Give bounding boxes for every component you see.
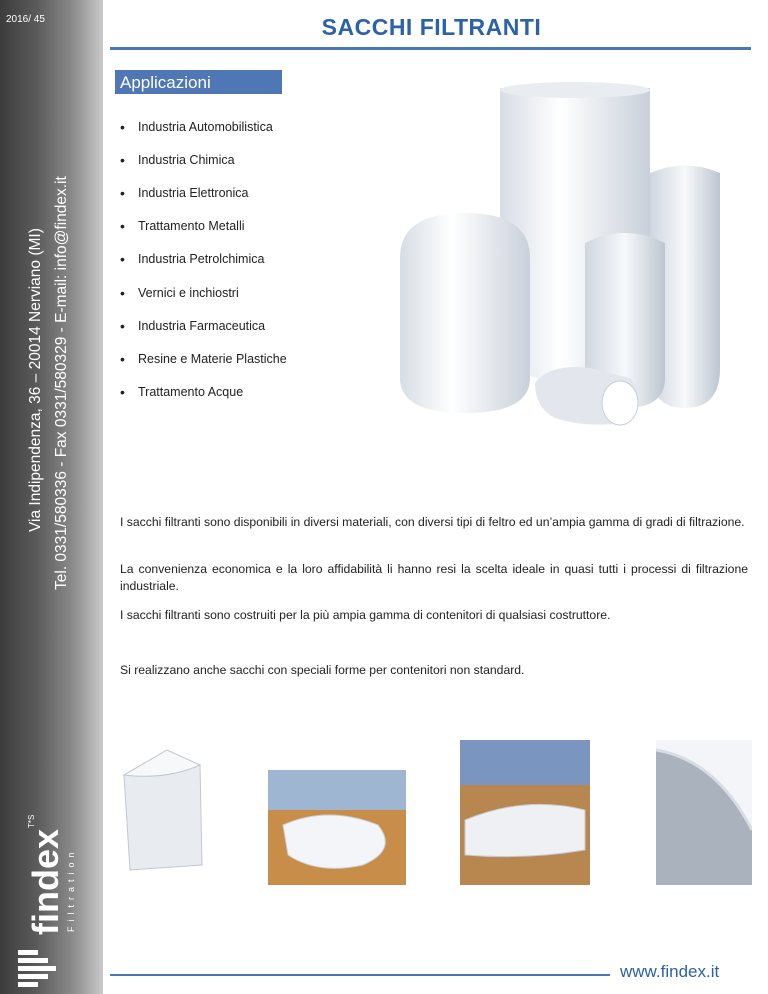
list-item: • Trattamento Acque	[120, 384, 244, 401]
list-item: • Vernici e inchiostri	[120, 284, 239, 301]
list-item: • Resine e Materie Plastiche	[120, 350, 287, 367]
list-item: • Industria Elettronica	[120, 184, 249, 201]
findex-logo	[10, 770, 90, 990]
bullet-icon: •	[120, 151, 125, 168]
section-tab-applicazioni: Applicazioni	[115, 70, 282, 94]
page-title-wrap	[0, 14, 768, 41]
list-item: • Industria Automobilistica	[120, 118, 273, 135]
thumbnail-bag-photo-1	[112, 740, 210, 885]
bullet-icon: •	[120, 118, 125, 135]
thumbnail-bag-photo-2	[268, 770, 406, 885]
bullet-icon: •	[120, 384, 125, 401]
footer-rule	[110, 974, 610, 976]
document-code: 2016/ 45	[6, 14, 45, 25]
bullet-icon: •	[120, 317, 125, 334]
bullet-icon: •	[120, 284, 125, 301]
paragraph-materials: I sacchi filtranti sono disponibili in diversi materiali, con diversi tipi di feltro ed un’ampia gamma di gradi di filtrazione.	[120, 515, 745, 529]
bullet-icon: •	[120, 218, 125, 235]
svg-text:Filtration: Filtration	[66, 847, 76, 932]
bullet-icon: •	[120, 251, 125, 268]
paragraph-special-shapes: Si realizzano anche sacchi con speciali forme per contenitori non standard.	[120, 663, 525, 677]
list-item: • Industria Chimica	[120, 151, 235, 168]
filter-bags-image	[395, 78, 755, 428]
list-item: • Industria Farmaceutica	[120, 317, 266, 334]
applications-list	[120, 110, 287, 409]
bullet-icon: •	[120, 350, 125, 367]
page-title: SACCHI FILTRANTI	[321, 14, 542, 40]
list-item: • Trattamento Metalli	[120, 218, 245, 235]
paragraph-convenience: La convenienza economica e la loro affidabilità li hanno resi la scelta ideale in quasi tutti i processi di filtrazione industriale.	[120, 562, 748, 593]
thumbnail-bag-photo-4	[656, 740, 752, 885]
svg-text:T*S: T*S	[27, 814, 36, 828]
contact-phone-email: Tel. 0331/580336 - Fax 0331/580329 - E-mail: info@findex.it	[53, 176, 70, 590]
list-item: • Industria Petrolchimica	[120, 251, 265, 268]
contact-address: Via Indipendenza, 36 – 20014 Nerviano (MI)	[27, 228, 44, 532]
paragraph-compatibility: I sacchi filtranti sono costruiti per la più ampia gamma di contenitori di qualsiasi costruttore.	[120, 608, 611, 622]
header-rule	[110, 47, 751, 50]
bullet-icon: •	[120, 184, 125, 201]
thumbnail-bag-photo-3	[460, 740, 590, 885]
website-link[interactable]: www.findex.it	[620, 962, 720, 981]
svg-text:findex: findex	[25, 828, 66, 935]
